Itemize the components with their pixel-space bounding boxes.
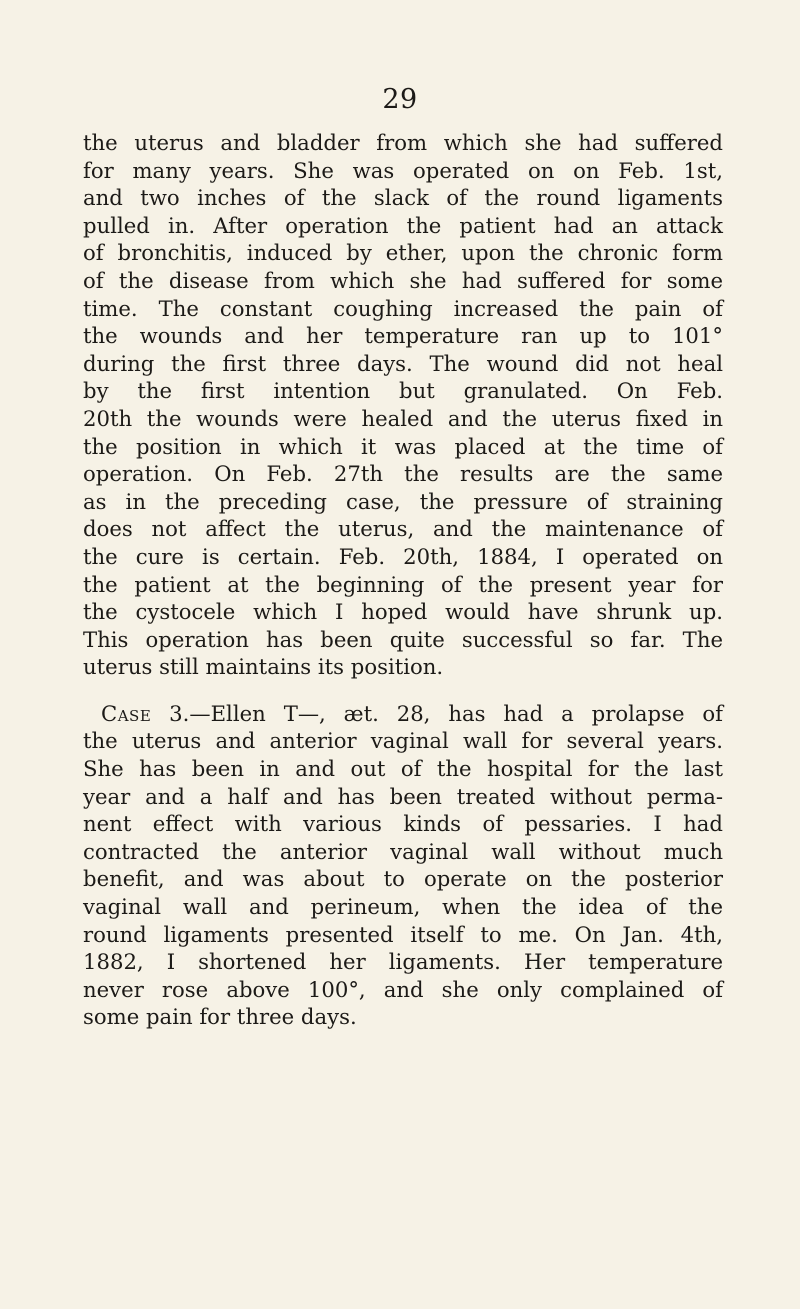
text-line: time. The constant coughing increased the pain of (83, 295, 723, 321)
paragraph-2 (83, 700, 723, 1031)
page-number: 29 (382, 84, 418, 115)
text-line: pulled in. After operation the patient had an attack (83, 212, 723, 238)
paragraph-1 (83, 129, 723, 681)
text-line: for many years. She was operated on on Feb. 1st, (83, 157, 723, 183)
text-line: the position in which it was placed at the time of (83, 433, 723, 459)
text-line: This operation has been quite successful so far. The (83, 626, 723, 652)
case-line-text: 3.—Ellen T—, æt. 28, has had a prolapse of (151, 700, 723, 726)
text-line: by the first intention but granulated. On Feb. (83, 378, 723, 404)
text-line: some pain for three days. (83, 1004, 357, 1030)
text-line: the uterus and anterior vaginal wall for several years. (83, 728, 723, 754)
case-label: Case (101, 700, 152, 726)
text-line: does not affect the uterus, and the maintenance of (83, 516, 723, 542)
text-line: of bronchitis, induced by ether, upon the chronic form (83, 240, 723, 266)
text-line: the uterus and bladder from which she had suffered (83, 130, 723, 155)
text-line: the patient at the beginning of the present year for (83, 571, 723, 597)
text-line: the cystocele which I hoped would have shrunk up. (83, 599, 723, 625)
paragraph-gap (83, 681, 723, 700)
text-line: round ligaments presented itself to me. On Jan. 4th, (83, 921, 723, 947)
text-line: the wounds and her temperature ran up to 101° (83, 323, 723, 349)
text-line: She has been in and out of the hospital for the last (83, 756, 723, 782)
text-line: during the first three days. The wound did not heal (83, 350, 723, 376)
text-line: 20th the wounds were healed and the uterus fixed in (83, 405, 723, 431)
text-line: as in the preceding case, the pressure of straining (83, 488, 723, 514)
text-line: nent effect with various kinds of pessaries. I had (83, 811, 723, 837)
text-line: benefit, and was about to operate on the posterior (83, 866, 723, 892)
text-line: year and a half and has been treated without perma- (83, 783, 723, 809)
text-line: never rose above 100°, and she only complained of (83, 976, 723, 1002)
text-line: and two inches of the slack of the round ligaments (83, 185, 723, 211)
text-line: operation. On Feb. 27th the results are the same (83, 461, 723, 487)
text-line: of the disease from which she had suffered for some (83, 267, 723, 293)
text-line: vaginal wall and perineum, when the idea of the (83, 894, 723, 920)
text-line-case-heading (83, 700, 723, 728)
text-line: contracted the anterior vaginal wall without much (83, 838, 723, 864)
text-line: 1882, I shortened her ligaments. Her temperature (83, 949, 723, 975)
text-line: the cure is certain. Feb. 20th, 1884, I operated on (83, 543, 723, 569)
body-text (83, 129, 723, 1031)
text-line: uterus still maintains its position. (83, 654, 444, 680)
